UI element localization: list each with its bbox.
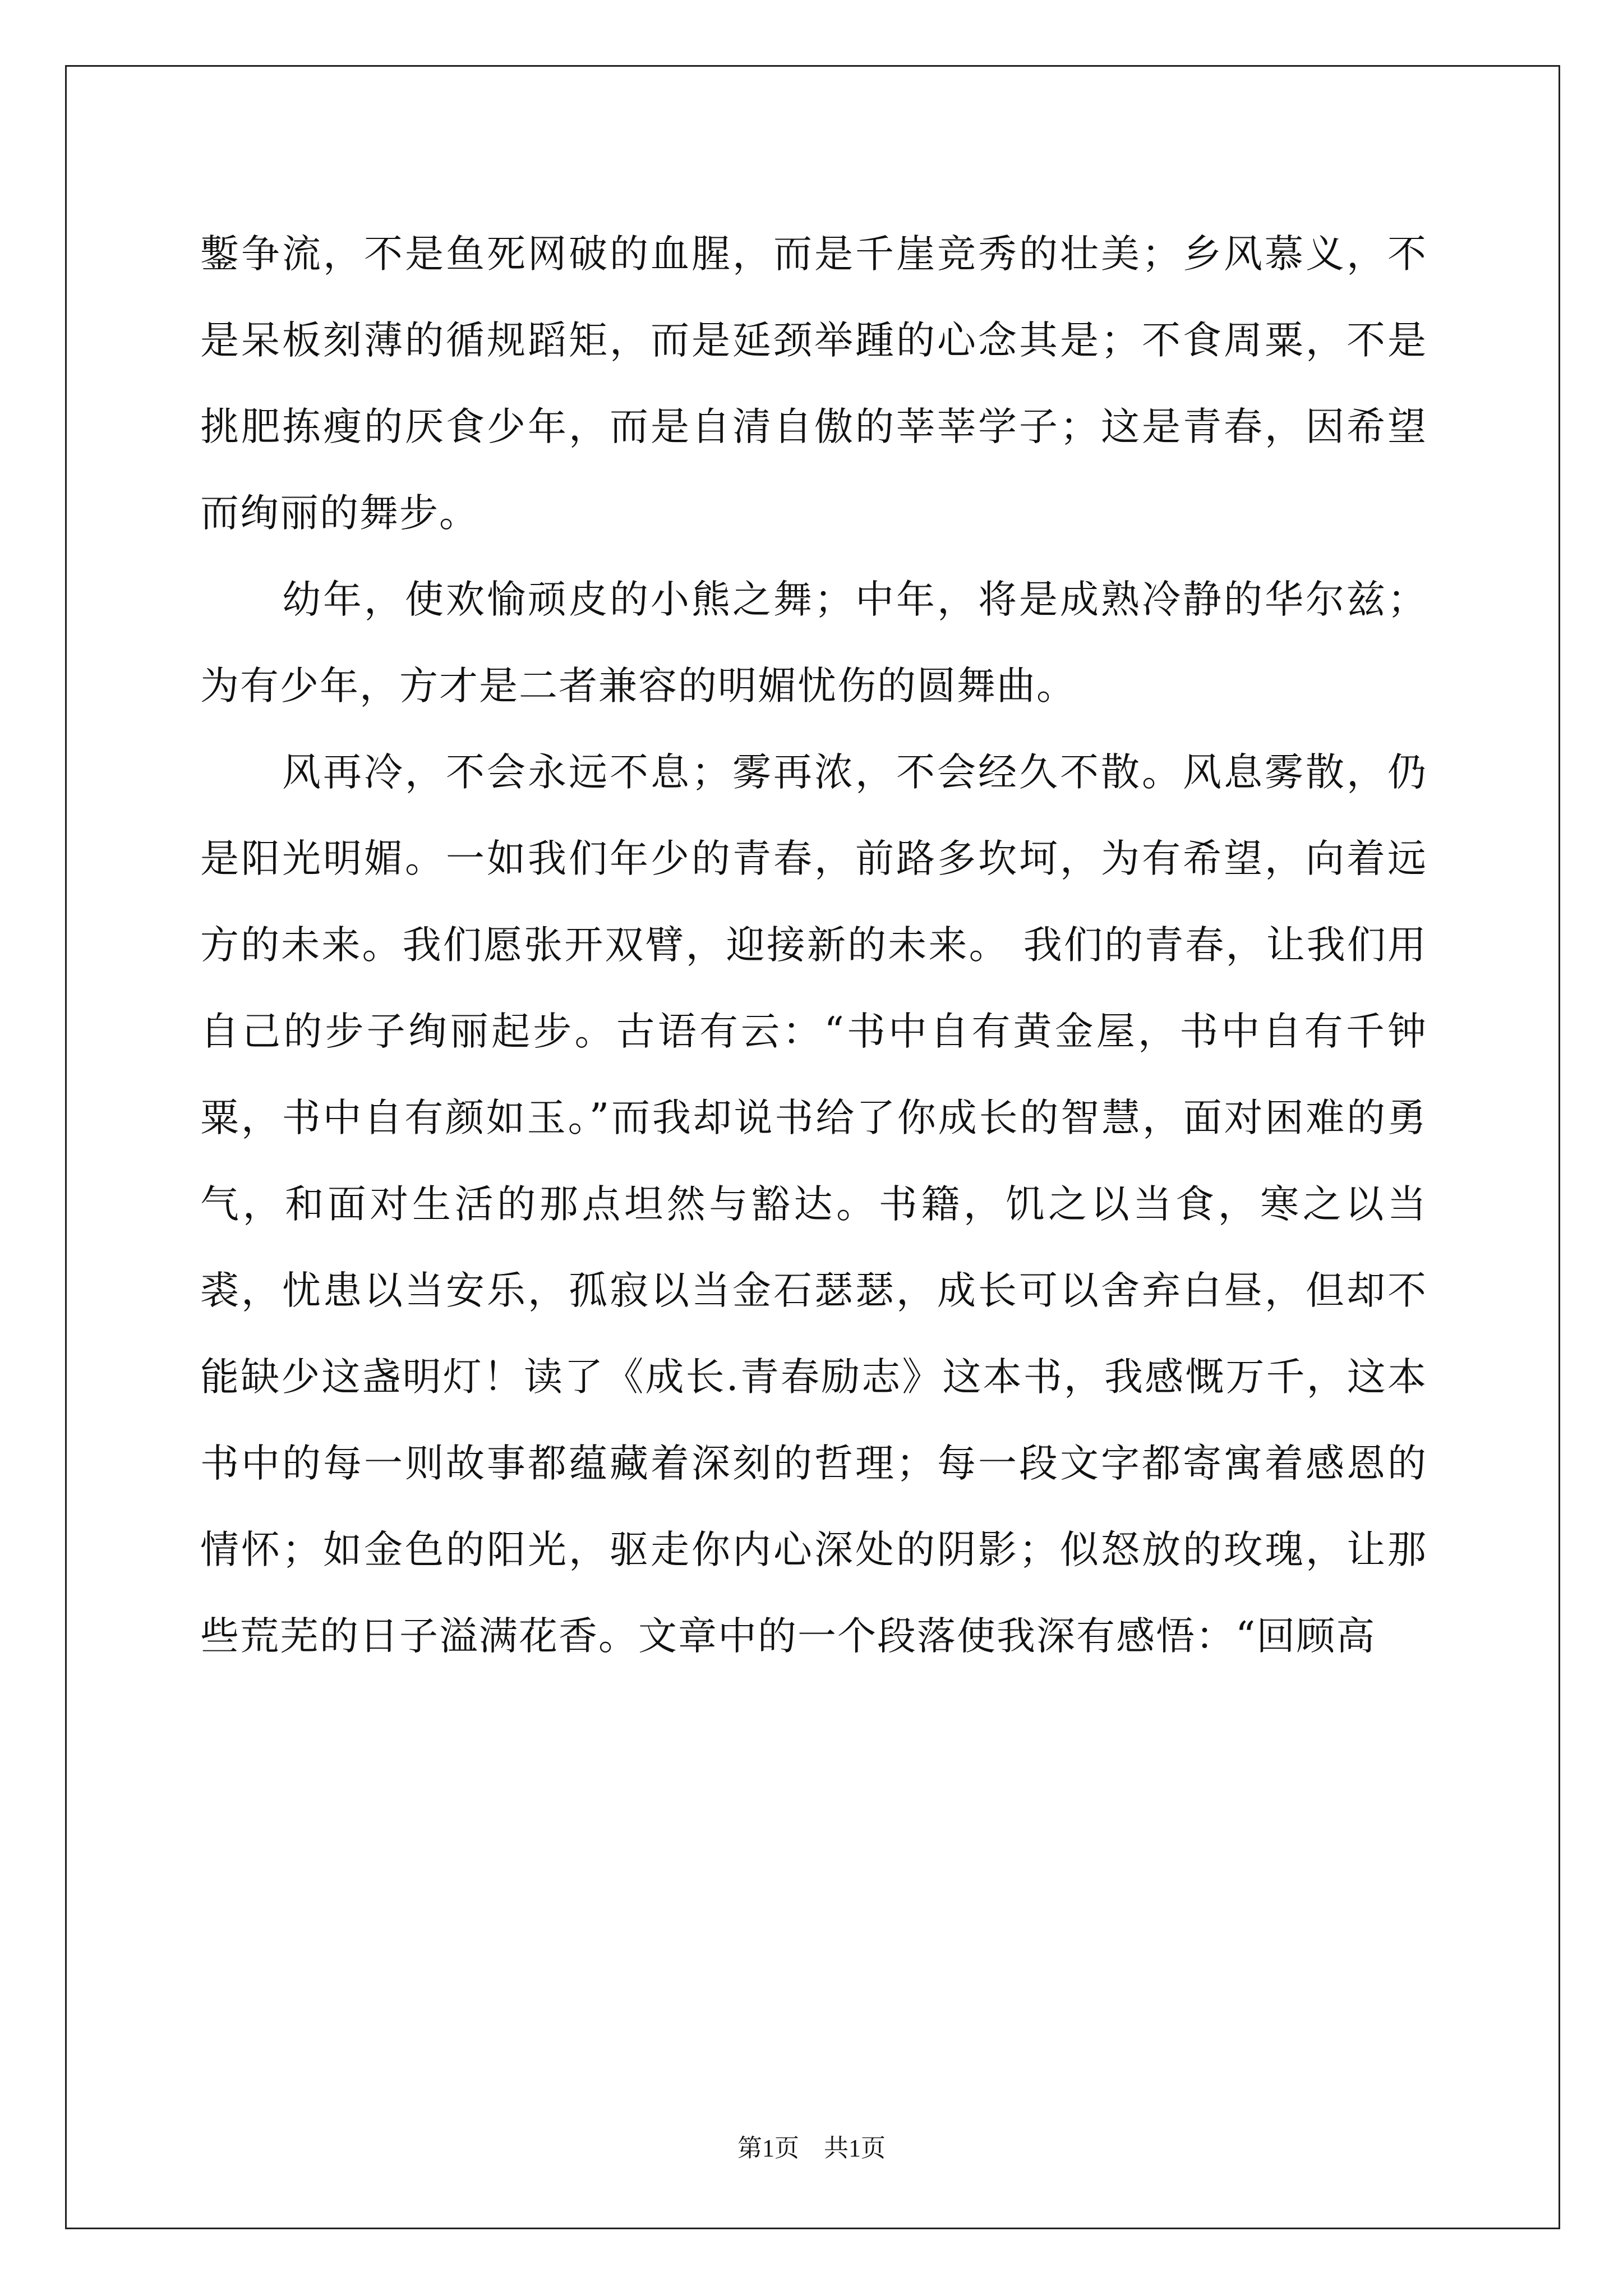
paragraph-2: 幼年，使欢愉顽皮的小熊之舞；中年，将是成熟冷静的华尔兹；为有少年，方才是二者兼容的明媚忧伤的圆舞曲。: [200, 577, 1427, 708]
document-body: [200, 211, 1427, 1680]
paragraph-1: 鏨争流，不是鱼死网破的血腥，而是千崖竞秀的壮美；乡风慕义，不是呆板刻薄的循规蹈矩，而是延颈举踵的心念其是；不食周粟，不是挑肥拣瘦的厌食少年，而是自清自傲的莘莘学子；这是青春，因希望而绚丽的舞步。: [200, 232, 1427, 536]
page-footer: 第1页 共1页: [737, 2134, 886, 2162]
paragraph-3: 风再冷，不会永远不息；雾再浓，不会经久不散。风息雾散，仍是阳光明媚。一如我们年少的青春，前路多坎坷，为有希望，向着远方的未来。我们愿张开双臂，迎接新的未来。 我们的青春，让我们用自己的步子绚丽起步。古语有云：“书中自有黄金屋，书中自有千钟粟，书中自有颜如玉。”而我却说书给了你成长的智慧，面对困难的勇气，和面对生活的那点坦然与豁达。书籍，饥之以当食，寒之以当裘，忧患以当安乐，孤寂以当金石瑟瑟，成长可以舍弃白昼，但却不能缺少这盏明灯！读了《成长.青春励志》这本书，我感慨万千，这本书中的每一则故事都蕴藏着深刻的哲理；每一段文字都寄寓着感恩的情怀；如金色的阳光，驱走你内心深处的阴影；似怒放的玫瑰，让那些荒芜的日子溢满花香。文章中的一个段落使我深有感悟：“回顾高: [200, 750, 1427, 1659]
